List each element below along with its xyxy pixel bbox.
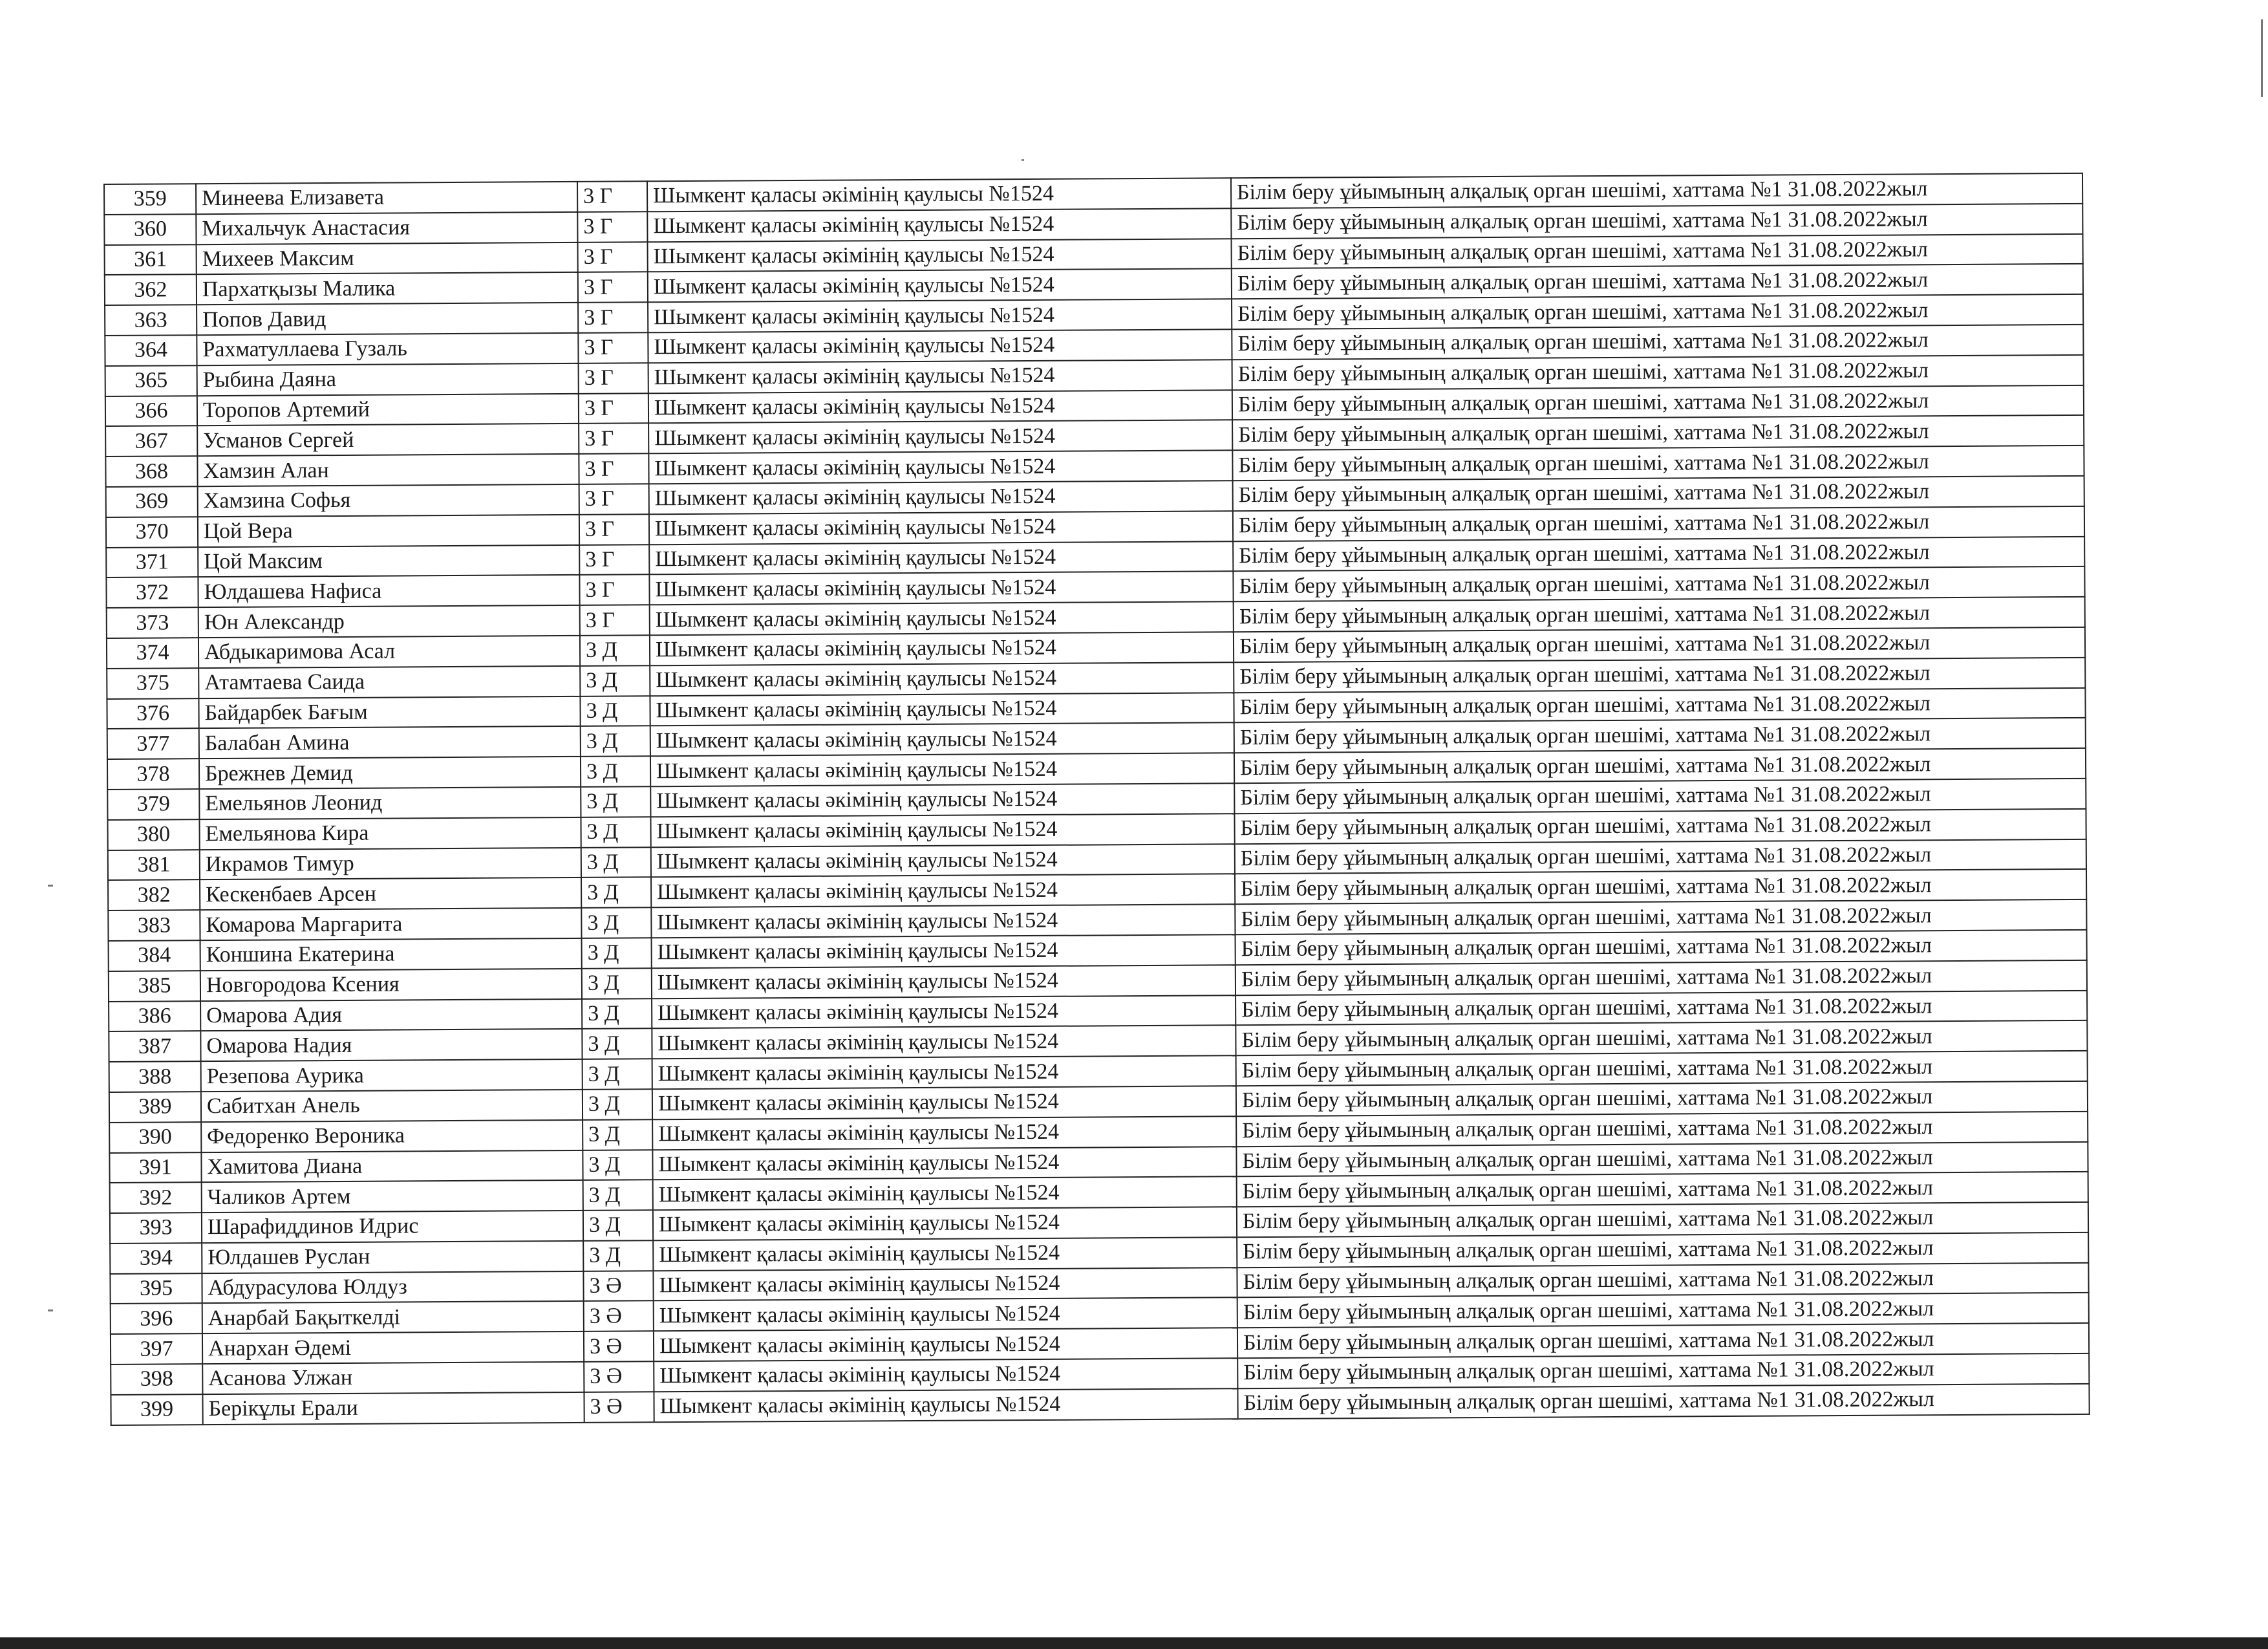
class-cell: 3 Ә [584,1301,654,1331]
decision-note-cell: Білім беру ұйымының алқалық орган шешімі, хаттама №1 31.08.2022жыл [1234,687,2085,722]
decision-note-cell: Білім беру ұйымының алқалық орган шешімі, хаттама №1 31.08.2022жыл [1236,990,2087,1025]
class-cell: 3 Д [581,786,650,817]
class-cell: 3 Г [578,272,648,303]
decision-note-cell: Білім беру ұйымының алқалық орган шешімі, хаттама №1 31.08.2022жыл [1237,1323,2089,1358]
student-name-cell: Коншина Екатерина [200,938,582,971]
row-number-cell: 371 [106,547,198,578]
row-number-cell: 398 [111,1364,202,1395]
decree-cell: Шымкент қаласы әкімінің қаулысы №1524 [652,1116,1236,1150]
decision-note-cell: Білім беру ұйымының алқалық орган шешімі, хаттама №1 31.08.2022жыл [1236,1081,2088,1116]
class-cell: 3 Г [580,605,650,635]
class-cell: 3 Д [581,847,651,878]
decree-cell: Шымкент қаласы әкімінің қаулысы №1524 [649,511,1233,544]
student-name-cell: Юлдашева Нафиса [198,575,579,607]
decision-note-cell: Білім беру ұйымының алқалық орган шешімі, хаттама №1 31.08.2022жыл [1235,839,2086,874]
decision-note-cell: Білім беру ұйымының алқалық орган шешімі, хаттама №1 31.08.2022жыл [1232,446,2084,480]
class-cell: 3 Д [580,635,650,665]
row-number-cell: 383 [108,910,200,941]
row-number-cell: 397 [111,1333,202,1364]
decision-note-cell: Білім беру ұйымының алқалық орган шешімі, хаттама №1 31.08.2022жыл [1235,869,2086,904]
student-name-cell: Сабитхан Анель [201,1090,583,1122]
class-cell: 3 Д [582,1029,652,1059]
row-number-cell: 378 [107,759,199,790]
row-number-cell: 366 [105,396,197,427]
decree-cell: Шымкент қаласы әкімінің қаулысы №1524 [647,178,1231,211]
student-name-cell: Михеев Максим [197,242,578,274]
class-cell: 3 Ә [584,1331,654,1362]
decree-cell: Шымкент қаласы әкімінің қаулысы №1524 [648,360,1232,393]
decree-cell: Шымкент қаласы әкімінің қаулысы №1524 [650,693,1234,726]
row-number-cell: 376 [107,698,198,729]
class-cell: 3 Г [578,242,648,272]
decision-note-cell: Білім беру ұйымының алқалық орган шешімі, хаттама №1 31.08.2022жыл [1237,1353,2089,1388]
decision-note-cell: Білім беру ұйымының алқалық орган шешімі, хаттама №1 31.08.2022жыл [1233,506,2084,541]
row-number-cell: 370 [106,517,198,548]
row-number-cell: 363 [105,305,197,336]
decision-note-cell: Білім беру ұйымының алқалық орган шешімі, хаттама №1 31.08.2022жыл [1232,355,2084,390]
decree-cell: Шымкент қаласы әкімінің қаулысы №1524 [648,420,1232,454]
decree-cell: Шымкент қаласы әкімінің қаулысы №1524 [651,904,1235,938]
decision-note-cell: Білім беру ұйымының алқалық орган шешімі, хаттама №1 31.08.2022жыл [1234,718,2086,753]
student-name-cell: Комарова Маргарита [200,908,581,940]
row-number-cell: 387 [109,1031,200,1062]
decree-cell: Шымкент қаласы әкімінің қаулысы №1524 [652,934,1236,968]
decree-cell: Шымкент қаласы әкімінің қаулысы №1524 [652,1055,1236,1089]
row-number-cell: 385 [109,971,200,1002]
row-number-cell: 388 [109,1061,201,1092]
decision-note-cell: Білім беру ұйымының алқалық орган шешімі, хаттама №1 31.08.2022жыл [1237,1263,2088,1298]
class-cell: 3 Д [581,756,650,786]
student-name-cell: Анархан Әдемі [202,1331,584,1364]
decision-note-cell: Білім беру ұйымының алқалық орган шешімі, хаттама №1 31.08.2022жыл [1234,658,2085,693]
row-number-cell: 392 [110,1182,202,1213]
class-cell: 3 Д [583,1089,652,1119]
class-cell: 3 Д [583,1119,652,1150]
class-cell: 3 Г [578,302,648,332]
student-name-cell: Хамитова Диана [201,1150,583,1182]
class-cell: 3 Д [582,968,652,998]
decision-note-cell: Білім беру ұйымының алқалық орган шешімі, хаттама №1 31.08.2022жыл [1232,325,2083,360]
class-cell: 3 Ә [584,1392,654,1422]
student-name-cell: Кескенбаев Арсен [200,878,581,910]
row-number-cell: 384 [109,940,200,971]
class-cell: 3 Д [583,1180,653,1211]
row-number-cell: 375 [107,668,198,699]
class-cell: 3 Д [583,1240,653,1271]
decree-cell: Шымкент қаласы әкімінің қаулысы №1524 [648,450,1232,484]
class-cell: 3 Г [579,393,648,424]
decision-note-cell: Білім беру ұйымының алқалық орган шешімі, хаттама №1 31.08.2022жыл [1234,748,2086,783]
student-name-cell: Байдарбек Бағым [198,696,580,728]
decision-note-cell: Білім беру ұйымының алқалық орган шешімі, хаттама №1 31.08.2022жыл [1233,476,2084,511]
decision-note-cell: Білім беру ұйымының алқалық орган шешімі, хаттама №1 31.08.2022жыл [1237,1202,2088,1237]
row-number-cell: 361 [105,244,197,275]
row-number-cell: 373 [107,607,198,638]
decree-cell: Шымкент қаласы әкімінің қаулысы №1524 [648,329,1232,363]
decree-cell: Шымкент қаласы әкімінің қаулысы №1524 [650,814,1234,847]
class-cell: 3 Г [579,484,649,514]
decree-cell: Шымкент қаласы әкімінің қаулысы №1524 [653,1177,1237,1211]
row-number-cell: 390 [109,1122,201,1153]
class-cell: 3 Д [583,1150,652,1180]
student-name-cell: Торопов Артемий [197,393,579,426]
roster-body [104,173,2090,1425]
decision-note-cell: Білім беру ұйымының алқалық орган шешімі, хаттама №1 31.08.2022жыл [1232,385,2084,420]
class-cell: 3 Г [579,514,649,544]
student-name-cell: Брежнев Демид [199,757,581,789]
decision-note-cell: Білім беру ұйымының алқалық орган шешімі, хаттама №1 31.08.2022жыл [1234,627,2085,662]
decision-note-cell: Білім беру ұйымының алқалық орган шешімі, хаттама №1 31.08.2022жыл [1237,1293,2089,1328]
row-number-cell: 394 [110,1243,202,1274]
student-name-cell: Балабан Амина [199,726,581,759]
student-name-cell: Абдурасулова Юлдуз [202,1271,583,1304]
class-cell: 3 Г [577,211,647,242]
decree-cell: Шымкент қаласы әкімінің қаулысы №1524 [650,783,1234,817]
row-number-cell: 372 [106,577,198,609]
decision-note-cell: Білім беру ұйымының алқалық орган шешімі, хаттама №1 31.08.2022жыл [1234,779,2086,814]
decree-cell: Шымкент қаласы әкімінің қаулысы №1524 [654,1358,1237,1392]
decree-cell: Шымкент қаласы әкімінің қаулысы №1524 [650,723,1234,757]
student-name-cell: Цой Вера [198,515,579,547]
class-cell: 3 Г [579,575,649,605]
row-number-cell: 389 [109,1092,201,1123]
row-number-cell: 396 [111,1304,202,1335]
binder-tick-mark [48,885,53,887]
student-name-cell: Цой Максим [198,544,579,577]
decision-note-cell: Білім беру ұйымының алқалық орган шешімі, хаттама №1 31.08.2022жыл [1234,809,2086,844]
row-number-cell: 359 [104,184,196,215]
class-cell: 3 Г [577,181,647,211]
student-name-cell: Рыбина Даяна [197,363,579,396]
class-cell: 3 Г [579,424,648,454]
decree-cell: Шымкент қаласы әкімінің қаулысы №1524 [652,995,1236,1029]
row-number-cell: 381 [108,850,200,881]
decree-cell: Шымкент қаласы әкімінің қаулысы №1524 [652,1086,1236,1119]
class-cell: 3 Д [583,1210,653,1240]
decree-cell: Шымкент қаласы әкімінің қаулысы №1524 [649,572,1233,605]
decree-cell: Шымкент қаласы әкімінің қаулысы №1524 [654,1328,1237,1362]
decree-cell: Шымкент қаласы әкімінің қаулысы №1524 [649,480,1233,514]
scan-speck [1022,159,1024,161]
decree-cell: Шымкент қаласы әкімінің қаулысы №1524 [654,1298,1237,1331]
decision-note-cell: Білім беру ұйымының алқалық орган шешімі, хаттама №1 31.08.2022жыл [1236,1141,2088,1176]
student-name-cell: Омарова Надия [200,1029,582,1061]
decree-cell: Шымкент қаласы әкімінің қаулысы №1524 [653,1207,1237,1240]
student-name-cell: Атамтаева Саида [198,666,580,698]
class-cell: 3 Д [582,938,652,968]
decision-note-cell: Білім беру ұйымының алқалық орган шешімі, хаттама №1 31.08.2022жыл [1234,597,2085,632]
decree-cell: Шымкент қаласы әкімінің қаулысы №1524 [650,601,1234,635]
class-cell: 3 Д [581,907,651,938]
class-cell: 3 Г [579,453,648,484]
decision-note-cell: Білім беру ұйымының алқалық орган шешімі, хаттама №1 31.08.2022жыл [1237,1384,2089,1419]
row-number-cell: 368 [105,456,197,487]
row-number-cell: 395 [110,1273,202,1304]
class-cell: 3 Г [579,544,649,575]
decree-cell: Шымкент қаласы әкімінің қаулысы №1524 [648,269,1232,303]
decision-note-cell: Білім беру ұйымының алқалық орган шешімі, хаттама №1 31.08.2022жыл [1232,415,2084,450]
row-number-cell: 365 [105,365,197,396]
class-cell: 3 Д [581,817,650,847]
decision-note-cell: Білім беру ұйымының алқалық орган шешімі, хаттама №1 31.08.2022жыл [1236,960,2087,995]
student-name-cell: Федоренко Вероника [201,1120,583,1152]
decree-cell: Шымкент қаласы әкімінің қаулысы №1524 [648,390,1232,424]
decision-note-cell: Білім беру ұйымының алқалық орган шешімі, хаттама №1 31.08.2022жыл [1232,294,2083,329]
class-cell: 3 Ә [583,1271,653,1301]
student-name-cell: Хамзина Софья [198,484,579,517]
student-name-cell: Михальчук Анастасия [196,212,577,244]
row-number-cell: 379 [107,789,199,820]
class-cell: 3 Г [579,363,648,393]
class-cell: 3 Д [582,998,652,1029]
student-name-cell: Хамзин Алан [197,454,579,486]
student-name-cell: Усманов Сергей [197,424,579,456]
decree-cell: Шымкент қаласы әкімінің қаулысы №1524 [647,208,1231,242]
student-name-cell: Новгородова Ксения [200,969,582,1001]
student-name-cell: Емельянов Леонид [199,787,581,819]
decree-cell: Шымкент қаласы әкімінің қаулысы №1524 [650,632,1234,665]
decree-cell: Шымкент қаласы әкімінің қаулысы №1524 [648,299,1232,332]
row-number-cell: 360 [104,214,196,245]
scan-edge-line [2261,19,2263,97]
decision-note-cell: Білім беру ұйымының алқалық орган шешімі, хаттама №1 31.08.2022жыл [1232,264,2083,299]
class-cell: 3 Д [583,1059,652,1089]
student-name-cell: Попов Давид [197,303,578,335]
student-name-cell: Асанова Улжан [202,1362,584,1394]
decision-note-cell: Білім беру ұйымының алқалық орган шешімі, хаттама №1 31.08.2022жыл [1236,1112,2088,1147]
student-name-cell: Анарбай Бақыткелді [202,1301,584,1333]
row-number-cell: 393 [110,1212,202,1244]
row-number-cell: 399 [111,1394,202,1425]
decree-cell: Шымкент қаласы әкімінің қаулысы №1524 [652,1147,1236,1180]
student-name-cell: Пархатқызы Малика [197,272,578,305]
row-number-cell: 380 [107,819,199,850]
row-number-cell: 367 [105,426,197,457]
document-sheet [103,173,2089,1477]
student-name-cell: Икрамов Тимур [200,847,581,879]
student-name-cell: Рахматуллаева Гузаль [197,333,578,365]
decision-note-cell: Білім беру ұйымының алқалық орган шешімі, хаттама №1 31.08.2022жыл [1236,1020,2087,1055]
student-name-cell: Чаликов Артем [202,1180,583,1212]
decree-cell: Шымкент қаласы әкімінің қаулысы №1524 [651,874,1235,908]
decision-note-cell: Білім беру ұйымының алқалық орган шешімі, хаттама №1 31.08.2022жыл [1233,536,2084,571]
student-name-cell: Юн Александр [198,605,580,638]
decree-cell: Шымкент қаласы әкімінің қаулысы №1524 [653,1267,1237,1301]
decision-note-cell: Білім беру ұйымының алқалық орган шешімі, хаттама №1 31.08.2022жыл [1236,1051,2088,1086]
class-cell: 3 Ә [584,1361,654,1392]
student-name-cell: Омарова Адия [200,998,582,1031]
decree-cell: Шымкент қаласы әкімінің қаулысы №1524 [649,541,1233,575]
decree-cell: Шымкент қаласы әкімінің қаулысы №1524 [654,1388,1237,1422]
decree-cell: Шымкент қаласы әкімінің қаулысы №1524 [652,965,1236,998]
student-name-cell: Юлдашев Руслан [202,1241,583,1273]
decision-note-cell: Білім беру ұйымының алқалық орган шешімі, хаттама №1 31.08.2022жыл [1232,233,2083,268]
decree-cell: Шымкент қаласы әкімінің қаулысы №1524 [650,753,1234,786]
student-name-cell: Минеева Елизавета [196,182,577,214]
decision-note-cell: Білім беру ұйымының алқалық орган шешімі, хаттама №1 31.08.2022жыл [1235,900,2086,934]
row-number-cell: 364 [105,335,197,366]
binder-tick-mark [48,1310,53,1311]
student-name-cell: Берікұлы Ерали [202,1392,584,1425]
decree-cell: Шымкент қаласы әкімінің қаулысы №1524 [652,1026,1236,1059]
scanner-bottom-edge [0,1637,2268,1649]
decision-note-cell: Білім беру ұйымының алқалық орган шешімі, хаттама №1 31.08.2022жыл [1237,1233,2088,1267]
decision-note-cell: Білім беру ұйымының алқалық орган шешімі, хаттама №1 31.08.2022жыл [1237,1172,2088,1207]
decision-note-cell: Білім беру ұйымының алқалық орган шешімі, хаттама №1 31.08.2022жыл [1233,566,2084,601]
student-name-cell: Емельянова Кира [199,817,581,850]
student-name-cell: Резепова Аурика [201,1059,583,1092]
row-number-cell: 369 [106,486,198,517]
student-name-cell: Абдыкаримова Асал [198,636,580,668]
decree-cell: Шымкент қаласы әкімінің қаулысы №1524 [648,239,1232,272]
row-number-cell: 377 [107,729,199,760]
row-number-cell: 391 [109,1152,201,1183]
decision-note-cell: Білім беру ұйымының алқалық орган шешімі, хаттама №1 31.08.2022жыл [1231,204,2082,239]
row-number-cell: 362 [105,275,197,306]
decision-note-cell: Білім беру ұйымының алқалық орган шешімі, хаттама №1 31.08.2022жыл [1236,930,2087,965]
row-number-cell: 386 [109,1001,200,1032]
class-cell: 3 Д [581,726,650,757]
class-cell: 3 Д [581,878,651,908]
row-number-cell: 374 [107,638,198,669]
student-name-cell: Шарафиддинов Идрис [202,1211,583,1243]
class-cell: 3 Г [578,332,648,363]
row-number-cell: 382 [108,880,200,911]
student-roster-table [103,173,2090,1426]
decree-cell: Шымкент қаласы әкімінің қаулысы №1524 [651,844,1235,878]
class-cell: 3 Д [580,665,650,696]
decision-note-cell: Білім беру ұйымының алқалық орган шешімі, хаттама №1 31.08.2022жыл [1231,173,2082,208]
class-cell: 3 Д [580,696,650,726]
decree-cell: Шымкент қаласы әкімінің қаулысы №1524 [650,662,1234,696]
decree-cell: Шымкент қаласы әкімінің қаулысы №1524 [653,1237,1237,1271]
